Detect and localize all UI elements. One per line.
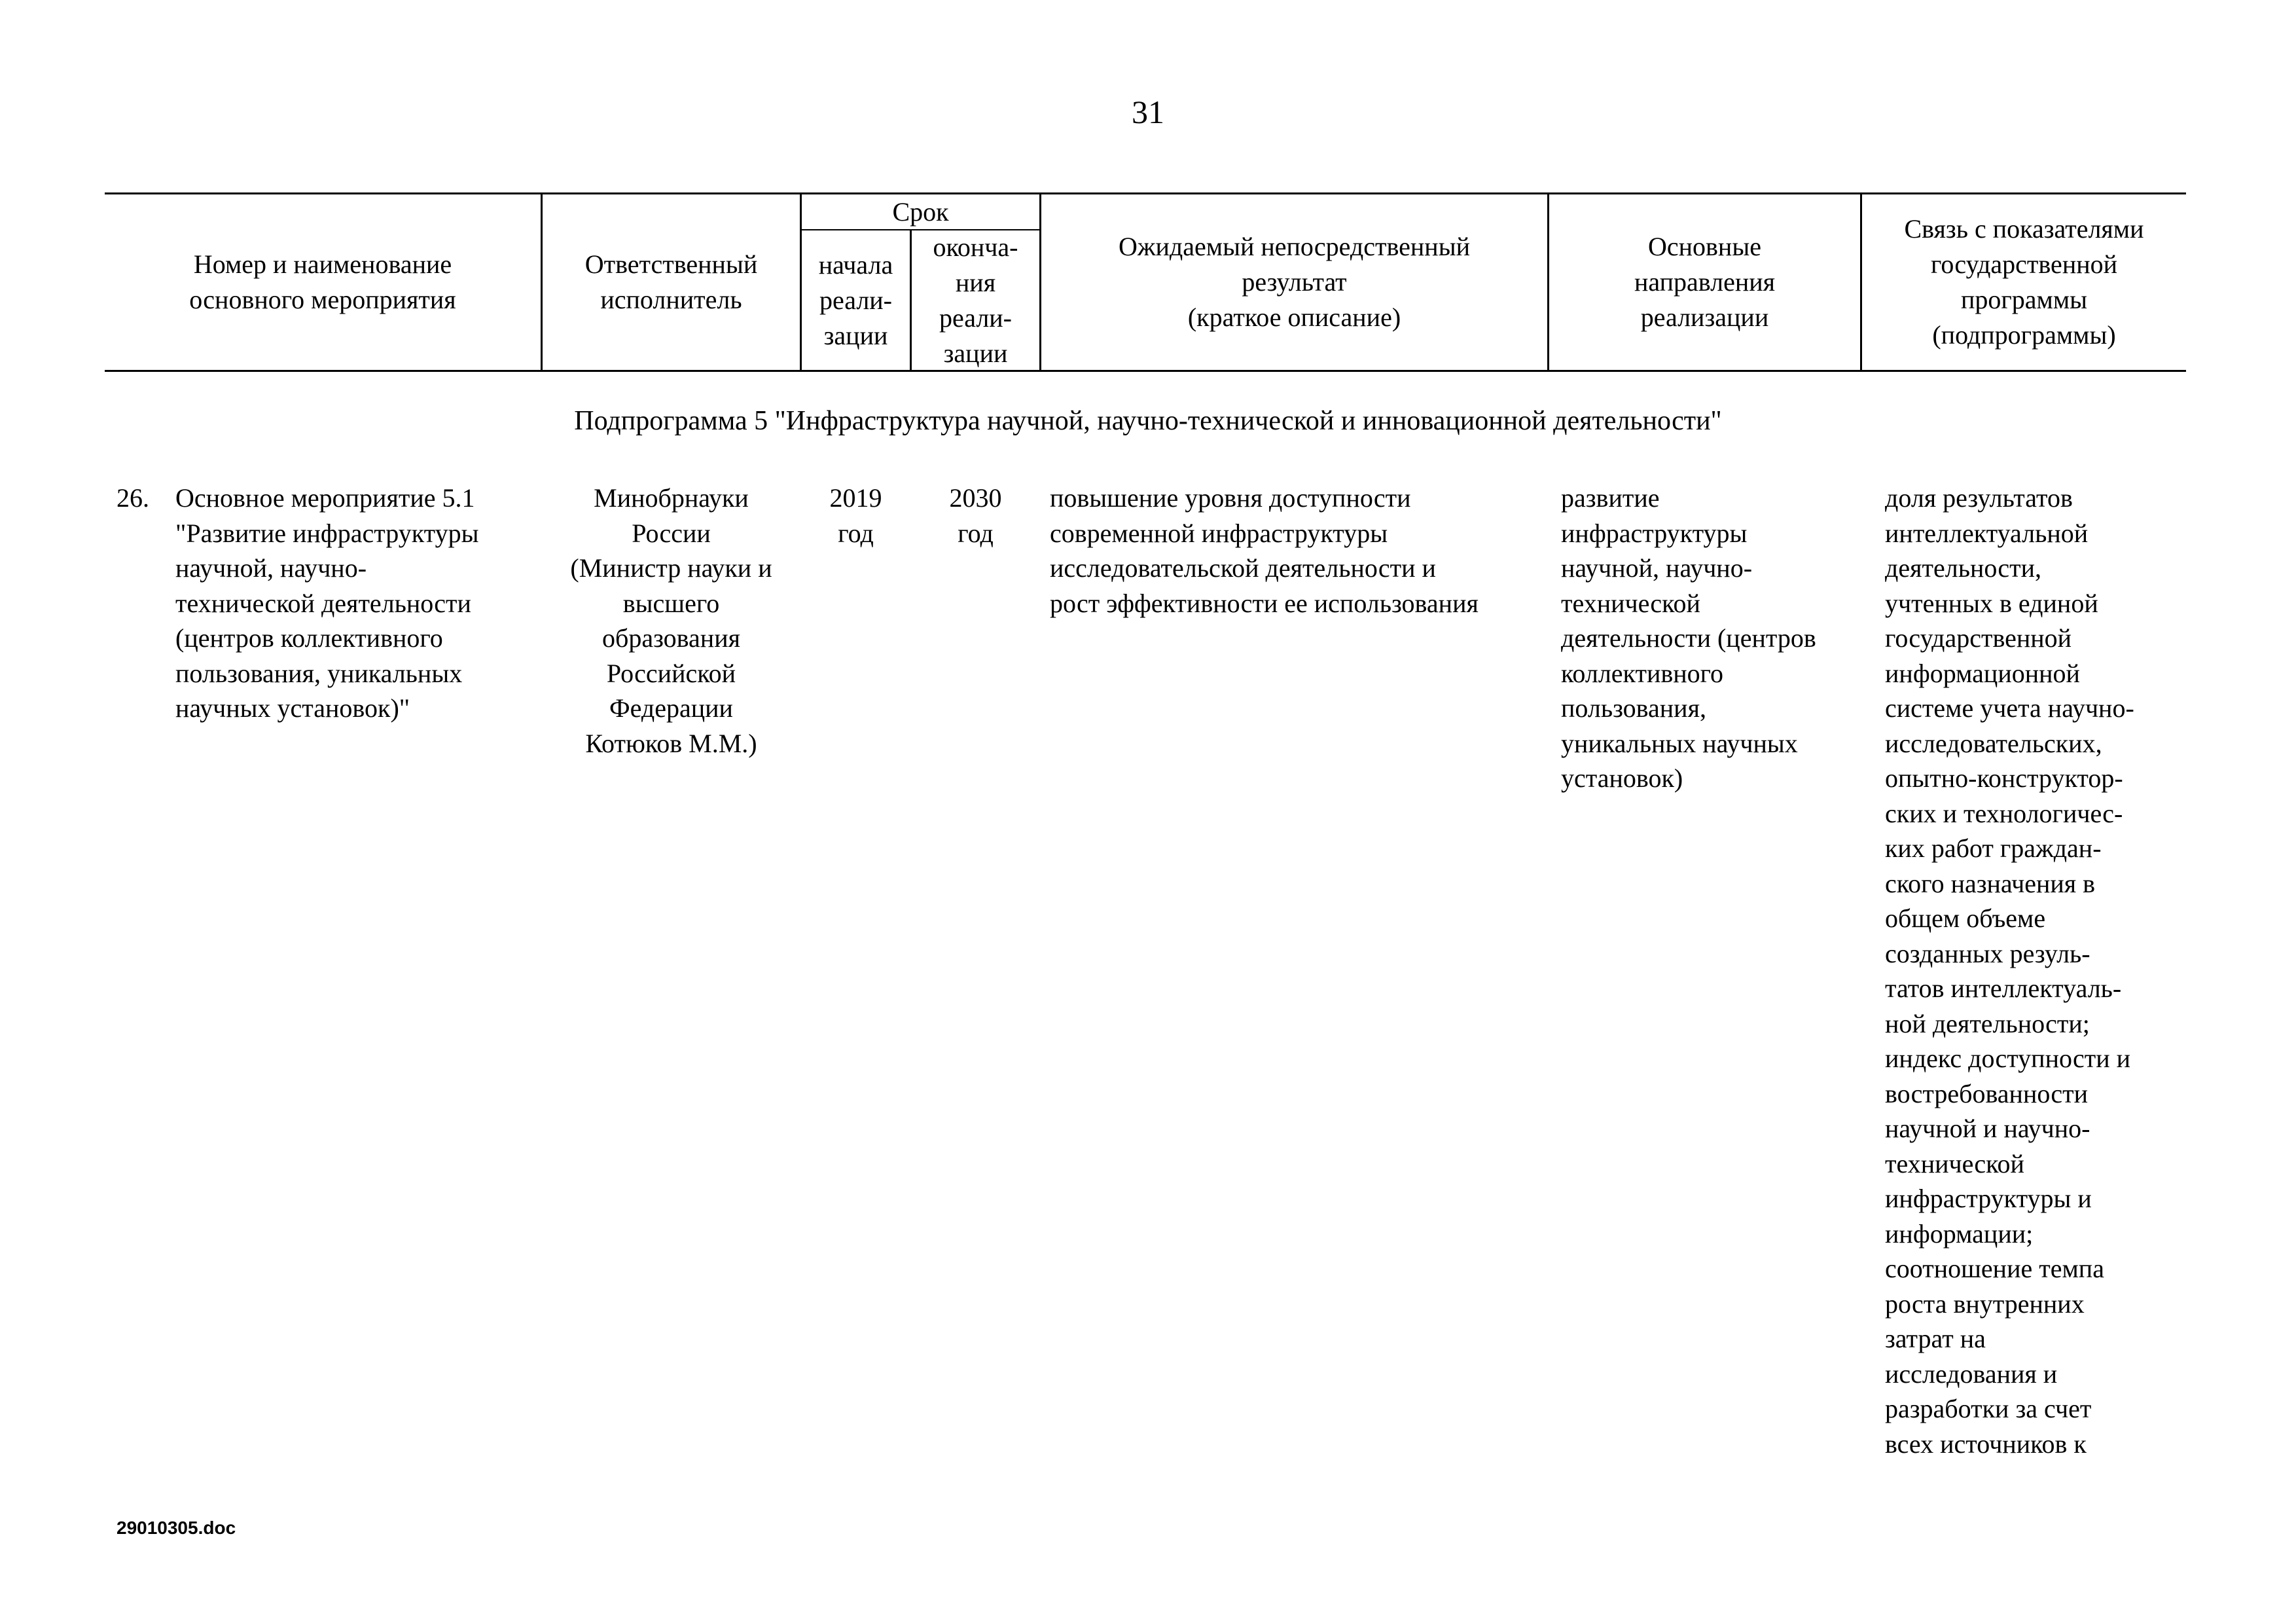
header-start: начала реали- зации [818, 249, 893, 350]
row-number: 26. [117, 483, 149, 513]
header-end: оконча- ния реали- зации [933, 232, 1018, 368]
header-directions: Основные направления реализации [1634, 232, 1776, 332]
footer-filename: 29010305.doc [117, 1518, 236, 1538]
header-term: Срок [892, 196, 949, 227]
header-bottom-rule [105, 370, 2186, 372]
header-result: Ожидаемый непосредственный результат (краткое описание) [1118, 232, 1470, 332]
row-result: повышение уровня доступности современной инфраструктуры исследовательской деятельности и рост эффективности ее использования [1050, 483, 1479, 618]
row-end: 2030 год [949, 483, 1002, 548]
header-name: Номер и наименование основного мероприятия [189, 249, 456, 314]
row-start: 2019 год [829, 483, 882, 548]
header-link: Связь с показателями государственной программы (подпрограммы) [1904, 214, 2144, 350]
page-number: 31 [1132, 94, 1164, 130]
subprogram-title: Подпрограмма 5 "Инфраструктура научной, научно-технической и инновационной деятельности" [574, 406, 1722, 436]
header-executor: Ответственный исполнитель [584, 249, 758, 314]
row-directions: развитие инфраструктуры научной, научно- технической деятельности (центров коллективного пользования, уникальных научных установок) [1561, 483, 1816, 793]
row-link: доля результатов интеллектуальной деятельности, учтенных в единой государственной информационной системе учета научно- исследовательских, опытно-конструктор- ских и технологичес- ких работ граждан- ского назначения в общем объеме созданных резуль- татов интеллектуаль- ной деятельности; индекс доступности и востребованности научной и научно- технической инфраструктуры и информации; соотношение темпа роста внутренних затрат на исследования и разработки за счет всех источников к [1885, 483, 2134, 1459]
row-name: Основное мероприятие 5.1 "Развитие инфраструктуры научной, научно- технической деятельности (центров коллективного пользования, уникальных научных установок)" [175, 483, 479, 723]
row-executor: Минобрнауки России (Министр науки и высшего образования Российской Федерации Котюков М.М.) [570, 483, 772, 758]
